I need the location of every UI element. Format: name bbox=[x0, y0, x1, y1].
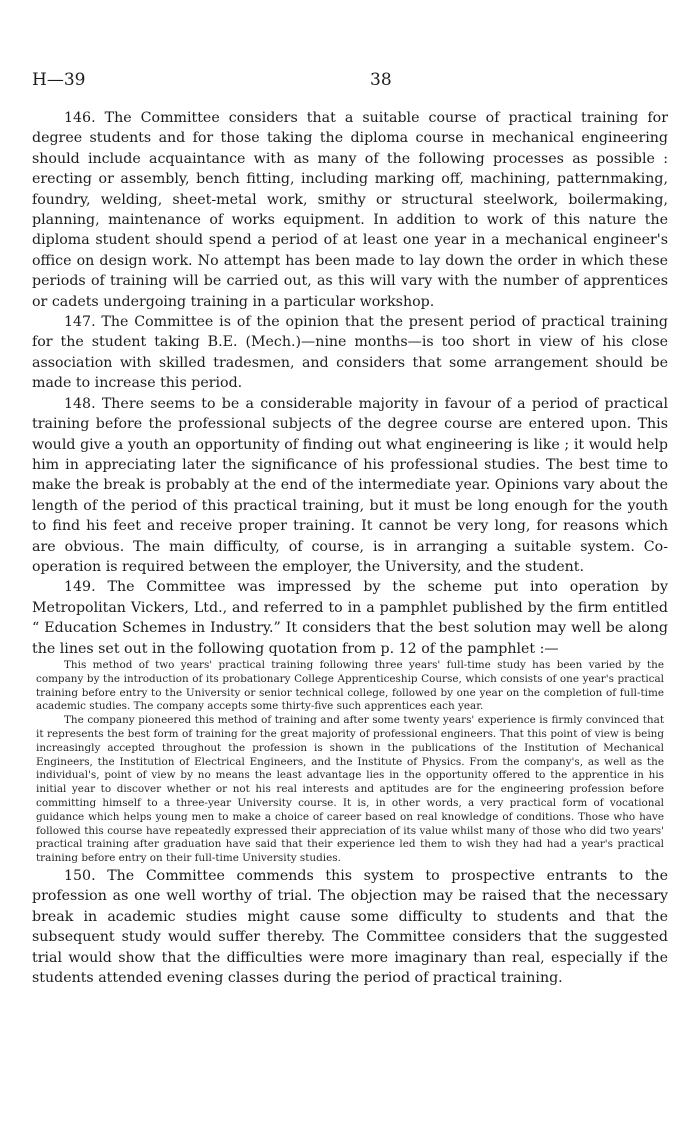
pamphlet-quotation bbox=[32, 659, 668, 866]
paragraph-150: 150. The Committee commends this system to prospective entrants to the profession as one well worthy of trial. The objection may be raised that the necessary break in academic studies might cause some difficulty to students and that the subsequent study would suffer thereby. The Committee considers that the suggested trial would show that the difficulties were more imaginary than real, especially if the students attended evening classes during the period of practical training. bbox=[32, 867, 668, 986]
body-text bbox=[32, 108, 668, 988]
page-header bbox=[32, 70, 670, 94]
quotation-paragraph: This method of two years' practical training following three years' full-time study has been varied by the company by the introduction of its probationary College Apprenticeship Course, which consists of one year's practical training before entry to the University or senior technical college, followed by one year on the completion of full-time academic studies. The company accepts some thirty-five such apprentices each year. bbox=[36, 658, 664, 713]
paragraph-146: 146. The Committee considers that a suitable course of practical training for degree students and for those taking the diploma course in mechanical engineering should include acquaintance with as many of the following processes as possible : erecting or assembly, bench fitting, including marking off, machining, patternmaking, foundry, welding, sheet-metal work, smithy or structural steelwork, boilermaking, planning, maintenance of works equipment. In addition to work of this nature the diploma student should spend a period of at least one year in a mechanical engineer's office on design work. No attempt has been made to lay down the order in which these periods of training will be carried out, as this will vary with the number of apprentices or cadets undergoing training in a particular workshop. bbox=[32, 110, 668, 310]
quotation-paragraph: The company pioneered this method of training and after some twenty years' experience is firmly convinced that it represents the best form of training for the great majority of professional engineers. That this point of view is being increasingly accepted throughout the profession is shown in the publications of the Institution of Mechanical Engineers, the Institution of Electrical Engineers, and the Institute of Physics. From the company's, as well as the individual's, point of view by no means the least advantage lies in the opportunity offered to the apprentice in his initial year to discover whether or not his real interests and aptitudes are for the engineering profession before committing himself to a three-year University course. It is, in other words, a very practical form of vocational guidance which helps young men to make a choice of career based on real knowledge of conditions. Those who have followed this course have repeatedly expressed their appreciation of its value whilst many of those who did two years' practical training after graduation have said that their experience led them to wish they had had a year's practical training before entry on their full-time University studies. bbox=[36, 714, 664, 865]
paragraph-149: 149. The Committee was impressed by the scheme put into operation by Metropolitan Vickers, Ltd., and referred to in a pamphlet published by the firm entitled “ Education Schemes in Industry.” It considers that the best solution may well be along the lines set out in the following quotation from p. 12 of the pamphlet :— bbox=[32, 579, 668, 657]
paragraph-147: 147. The Committee is of the opinion that the present period of practical training for the student taking B.E. (Mech.)—nine months—is too short in view of his close association with skilled tradesmen, and considers that some arrangement should be made to increase this period. bbox=[32, 314, 668, 392]
page-reference: H—39 bbox=[32, 70, 86, 90]
page-number: 38 bbox=[370, 70, 392, 90]
paragraph-148: 148. There seems to be a considerable majority in favour of a period of practical training before the professional subjects of the degree course are entered upon. This would give a youth an opportunity of finding out what engineering is like ; it would help him in appreciating later the significance of his professional studies. The best time to make the break is probably at the end of the intermediate year. Opinions vary about the length of the period of this practical training, but it must be long enough for the youth to find his feet and receive proper training. It cannot be very long, for reasons which are obvious. The main difficulty, of course, is in arranging a suitable system. Co-operation is required between the employer, the University, and the student. bbox=[32, 395, 668, 575]
